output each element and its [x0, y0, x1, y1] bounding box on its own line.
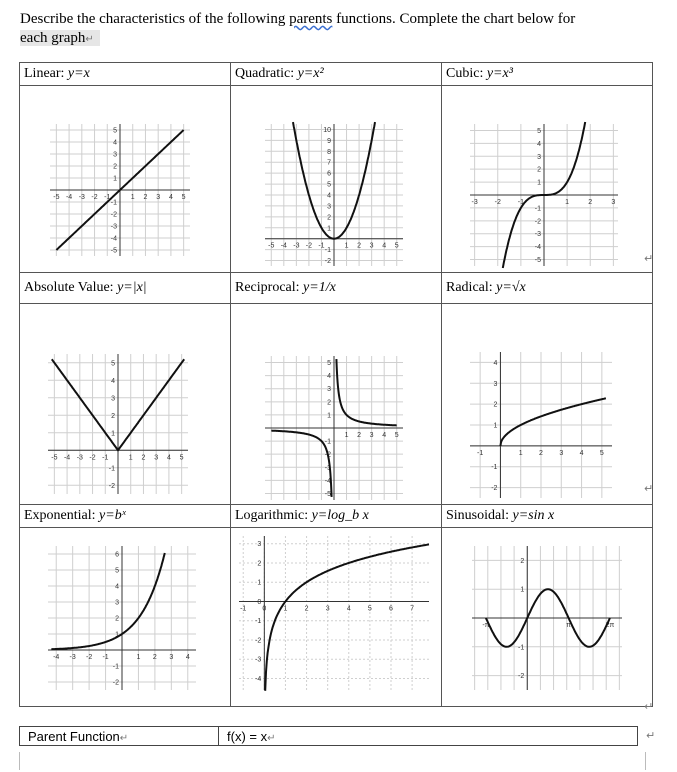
y-tick-label: 3: [493, 380, 498, 388]
y-tick-label: -3: [255, 656, 262, 664]
table-row: [20, 63, 653, 86]
y-tick-label: 1: [327, 225, 331, 233]
y-tick-label: 5: [113, 127, 117, 135]
paragraph-mark-icon: ↵: [85, 34, 94, 45]
y-tick-label: 2: [327, 399, 331, 407]
y-tick-label: -5: [110, 247, 117, 255]
graph-cell: [231, 304, 442, 505]
y-tick-label: 9: [327, 137, 331, 145]
x-tick-label: 1: [136, 654, 141, 661]
y-tick-label: -1: [518, 644, 525, 652]
cell-end-mark-icon: ↵: [267, 732, 276, 744]
y-tick-label: 5: [327, 181, 331, 189]
x-tick-label: -5: [53, 194, 60, 201]
x-tick-label: 5: [179, 454, 184, 462]
x-tick-label: 2π: [605, 622, 615, 629]
x-tick-label: -4: [53, 654, 60, 661]
x-tick-label: -1: [517, 199, 524, 206]
y-tick-label: 3: [257, 541, 262, 549]
y-tick-label: -1: [255, 618, 262, 626]
y-tick-label: -2: [518, 673, 525, 681]
x-tick-label: 4: [168, 194, 173, 201]
x-tick-label: -4: [65, 194, 73, 201]
y-tick-label: 1: [111, 430, 115, 438]
y-tick-label: 4: [327, 192, 331, 200]
x-tick-label: 2: [152, 654, 157, 661]
y-tick-label: -1: [112, 663, 119, 671]
x-tick-label: -1: [318, 242, 325, 250]
function-curve: [265, 544, 429, 690]
x-tick-label: -1: [240, 605, 247, 613]
x-tick-label: 1: [565, 199, 570, 206]
y-tick-label: 7: [327, 159, 331, 167]
y-tick-label: 1: [520, 586, 525, 594]
x-tick-label: -2: [85, 654, 93, 661]
y-tick-label: -1: [108, 465, 115, 473]
graph-cell: [442, 86, 653, 273]
x-tick-label: 3: [156, 194, 161, 201]
x-tick-label: -1: [477, 449, 484, 457]
y-tick-label: -1: [491, 464, 498, 472]
instructions-text: Describe the characteristics of the following: [20, 11, 290, 27]
y-tick-label: 4: [113, 139, 117, 147]
instructions-text-2: functions. Complete the chart below for: [332, 11, 576, 27]
x-tick-label: 1: [518, 449, 523, 457]
parent-functions-table: [19, 62, 653, 707]
y-tick-label: -1: [324, 438, 331, 446]
x-tick-label: 5: [599, 449, 604, 457]
square-root-graph-icon: [442, 304, 648, 504]
y-tick-label: 2: [113, 163, 117, 171]
function-curve: [51, 553, 165, 649]
x-tick-label: 2: [588, 199, 593, 206]
cubic-graph-icon: [442, 86, 648, 272]
x-tick-label: -2: [89, 454, 96, 462]
x-tick-label: -4: [280, 242, 287, 250]
function-curve: [500, 398, 606, 446]
y-tick-label: 2: [111, 412, 115, 420]
y-tick-label: 1: [115, 631, 119, 639]
y-tick-label: 1: [327, 412, 331, 420]
parent-function-value[interactable]: f(x) = x↵: [219, 727, 638, 746]
y-tick-label: 4: [111, 377, 115, 385]
x-tick-label: -3: [471, 199, 478, 206]
header-absolute: Absolute Value: y=|x|: [20, 273, 231, 304]
x-tick-label: 2: [141, 454, 146, 462]
parent-function-label: Parent Function↵: [20, 727, 219, 746]
x-tick-label: -3: [76, 454, 83, 462]
y-tick-label: 2: [520, 557, 525, 565]
header-linear: Linear: y=x: [20, 63, 231, 86]
y-tick-label: -2: [112, 679, 119, 687]
y-tick-label: -3: [534, 231, 541, 239]
x-tick-label: 1: [344, 432, 349, 439]
y-tick-label: 10: [323, 126, 331, 134]
y-tick-label: 0: [257, 598, 262, 606]
header-radical: Radical: y=√x: [442, 273, 653, 304]
x-tick-label: 7: [410, 605, 415, 613]
y-tick-label: -4: [110, 235, 117, 243]
x-tick-label: 6: [389, 605, 393, 613]
table-row: [20, 86, 653, 273]
x-tick-label: 3: [325, 605, 330, 613]
x-tick-label: -4: [63, 454, 71, 462]
x-tick-label: 5: [394, 242, 399, 250]
margin-corner: [19, 752, 20, 770]
y-tick-label: -4: [324, 477, 331, 485]
y-tick-label: -5: [324, 490, 331, 498]
y-tick-label: 4: [115, 583, 119, 591]
y-tick-label: 4: [537, 140, 541, 148]
logarithm-graph-icon: [231, 528, 437, 706]
x-tick-label: -5: [51, 454, 58, 462]
table-row: [20, 273, 653, 304]
spelling-flag: parents: [289, 11, 333, 27]
x-tick-label: 1: [283, 605, 288, 613]
header-exponential: Exponential: y=bˣ: [20, 505, 231, 528]
x-tick-label: 4: [185, 654, 190, 661]
x-tick-label: 5: [367, 605, 372, 613]
header-quadratic: Quadratic: y=x²: [231, 63, 442, 86]
x-tick-label: 5: [394, 432, 399, 439]
x-tick-label: 1: [130, 194, 135, 201]
graph-cell: [20, 86, 231, 273]
y-tick-label: -4: [255, 675, 262, 683]
sine-graph-icon: [442, 528, 648, 706]
y-tick-label: 2: [537, 166, 541, 174]
y-tick-label: 3: [537, 153, 541, 161]
y-tick-label: -2: [491, 485, 498, 493]
row-end-mark-icon: ↵: [646, 729, 656, 742]
y-tick-label: 1: [113, 175, 117, 183]
instructions-line-2: each graph↵: [20, 30, 100, 46]
x-tick-label: -3: [69, 654, 76, 661]
x-tick-label: 2: [357, 242, 362, 250]
x-tick-label: 5: [181, 194, 186, 201]
graph-cell: [231, 86, 442, 273]
y-tick-label: 3: [327, 386, 331, 394]
y-tick-label: -1: [324, 247, 331, 255]
y-tick-label: 6: [115, 551, 119, 559]
y-tick-label: 3: [115, 599, 119, 607]
y-tick-label: 2: [257, 560, 262, 568]
y-tick-label: 6: [327, 170, 331, 178]
x-tick-label: 3: [154, 454, 159, 462]
x-tick-label: 2: [304, 605, 309, 613]
x-tick-label: -2: [494, 199, 501, 206]
y-tick-label: 5: [537, 127, 541, 135]
table-row: [20, 304, 653, 505]
table-row: [20, 528, 653, 707]
graph-cell: [20, 528, 231, 707]
cell-end-mark-icon: ↵: [119, 732, 129, 744]
table-row: [20, 727, 638, 746]
x-tick-label: 4: [579, 449, 584, 457]
y-tick-label: -2: [110, 211, 117, 219]
y-tick-label: 1: [493, 422, 498, 430]
table-row: [20, 505, 653, 528]
x-tick-label: -2: [91, 194, 98, 201]
reciprocal-graph-icon: [231, 304, 437, 504]
y-tick-label: 4: [327, 373, 331, 381]
x-tick-label: π: [566, 622, 572, 629]
y-tick-label: 2: [115, 615, 119, 623]
linear-graph-icon: [20, 86, 226, 272]
x-tick-label: -π: [482, 622, 490, 629]
absolute-value-graph-icon: [20, 304, 226, 504]
exponential-graph-icon: [20, 528, 226, 706]
x-tick-label: 2: [143, 194, 148, 201]
y-tick-label: -2: [108, 482, 115, 490]
x-tick-label: 2: [539, 449, 543, 457]
y-tick-label: 5: [327, 360, 331, 368]
y-tick-label: -3: [324, 464, 331, 472]
x-tick-label: 4: [166, 454, 171, 462]
graph-cell: [442, 528, 653, 707]
y-tick-label: 2: [327, 214, 331, 222]
x-tick-label: 0: [262, 605, 267, 613]
y-tick-label: -1: [534, 205, 541, 213]
parent-function-input-table: [19, 726, 638, 746]
function-curve: [336, 359, 396, 425]
row-end-mark-icon: ↵: [644, 252, 654, 265]
y-tick-label: 3: [113, 151, 117, 159]
y-tick-label: -3: [110, 223, 117, 231]
y-tick-label: 4: [493, 359, 498, 367]
graph-cell: [231, 528, 442, 707]
header-sinusoidal: Sinusoidal: y=sin x: [442, 505, 653, 528]
x-tick-label: -5: [268, 242, 275, 250]
graph-cell: [20, 304, 231, 505]
x-tick-label: 3: [611, 199, 616, 206]
y-tick-label: -4: [534, 244, 541, 252]
y-tick-label: 8: [327, 148, 331, 156]
x-tick-label: 1: [128, 454, 133, 462]
graph-cell: [442, 304, 653, 505]
header-cubic: Cubic: y=x³: [442, 63, 653, 86]
x-tick-label: -1: [102, 454, 109, 462]
x-tick-label: -3: [78, 194, 85, 201]
y-tick-label: -2: [255, 637, 262, 645]
x-tick-label: -1: [102, 654, 109, 661]
x-tick-label: 2: [357, 432, 362, 439]
row-end-mark-icon: ↵: [644, 700, 654, 713]
y-tick-label: 3: [111, 395, 115, 403]
x-tick-label: 3: [559, 449, 564, 457]
header-logarithmic: Logarithmic: y=log_b x: [231, 505, 442, 528]
y-tick-label: -2: [324, 258, 331, 266]
x-tick-label: -2: [305, 242, 313, 250]
y-tick-label: 1: [257, 579, 262, 587]
x-tick-label: -1: [104, 194, 111, 201]
y-tick-label: -1: [110, 199, 117, 207]
y-tick-label: -5: [534, 257, 541, 265]
margin-corner: [645, 752, 646, 770]
y-tick-label: 2: [493, 401, 498, 409]
y-tick-label: -2: [324, 451, 331, 459]
x-tick-label: -3: [293, 242, 300, 250]
x-tick-label: 4: [382, 432, 387, 439]
x-tick-label: 3: [369, 432, 374, 439]
header-reciprocal: Reciprocal: y=1/x: [231, 273, 442, 304]
x-tick-label: 4: [382, 242, 387, 250]
x-tick-label: 1: [344, 242, 349, 250]
instructions: [20, 10, 660, 49]
parabola-graph-icon: [231, 86, 437, 272]
row-end-mark-icon: ↵: [644, 482, 654, 495]
x-tick-label: 3: [169, 654, 174, 661]
x-tick-label: 3: [369, 242, 374, 250]
x-tick-label: 4: [346, 605, 351, 613]
y-tick-label: -2: [534, 218, 541, 226]
function-curve: [271, 431, 331, 497]
y-tick-label: 3: [327, 203, 331, 211]
y-tick-label: 1: [537, 179, 541, 187]
y-tick-label: 5: [115, 567, 119, 575]
y-tick-label: 5: [111, 360, 115, 368]
